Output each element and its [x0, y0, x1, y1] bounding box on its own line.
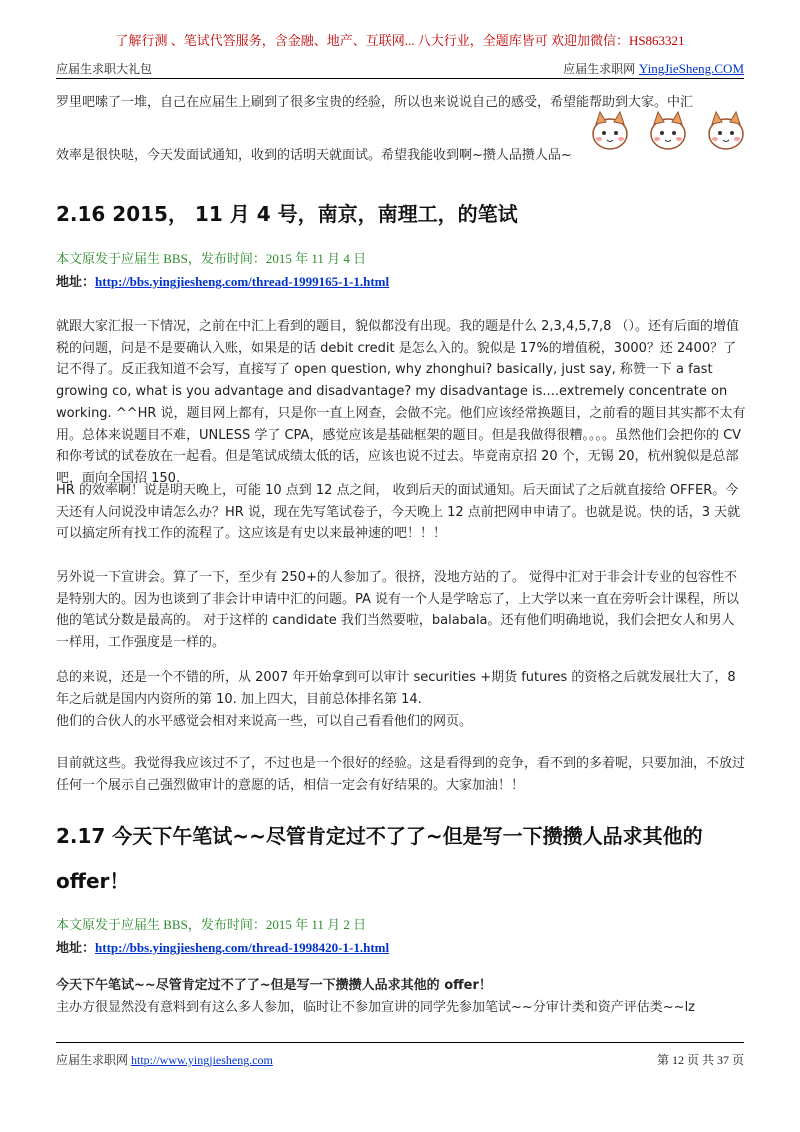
intro-line-2: 效率是很快哒，今天发面试通知，收到的话明天就面试。希望我能收到啊~攒人品攒人品~: [56, 148, 572, 163]
section-2-16-address: [56, 271, 389, 290]
section-2-16-title: 2.16 2015， 11 月 4 号，南京，南理工，的笔试: [56, 202, 518, 226]
footer-site-label: 应届生求职网: [56, 1053, 129, 1067]
intro-line-1: 罗里吧嗦了一堆，自己在应届生上刷到了很多宝贵的经验，所以也来说说自己的感受，希望能帮助到大家。中汇: [56, 95, 694, 110]
section-2-16-para-6: 目前就这些。我觉得我应该过不了，不过也是一个很好的经验。这是看得到的竞争，看不到的多着呢，只要加油，不放过任何一个展示自己强烈做审计的意愿的话，相信一定会有好结果的。大家加油！！: [56, 756, 746, 793]
header-site: [563, 60, 744, 77]
footer-site: [56, 1051, 273, 1068]
section-2-16-para-2: HR 的效率啊！说是明天晚上，可能 10 点到 12 点之间， 收到后天的面试通知。后天面试了之后就直接给 OFFER。今天还有人问说没申请怎么办？HR 说，现在先写笔试卷子，今天晚上 12 点前把网申申请了。也就是说。快的话，3 天就可以搞定所有找工作的流程了。这应该是有史以来最神速的吧！！！: [56, 483, 741, 542]
section-2-17-title: [56, 820, 756, 894]
section-2-16-para-4: 总的来说，还是一个不错的所，从 2007 年开始拿到可以审计 securities +期货 futures 的资格之后就发展壮大了，8 年之后就是国内内资所的第 10. 加上四大，目前总体排名第 14.: [56, 670, 736, 707]
thread-link[interactable]: http://bbs.yingjiesheng.com/thread-1998420-1-1.html: [95, 940, 390, 955]
header-site-link[interactable]: YingJieSheng.COM: [638, 61, 744, 76]
footer-divider: [56, 1042, 744, 1043]
emoticon-face-icon: [586, 106, 756, 154]
header-site-label: 应届生求职网: [563, 62, 636, 76]
page-number: 第 12 页 共 37 页: [656, 1053, 744, 1067]
header-divider: [56, 78, 744, 79]
section-2-17-meta: 本文原发于应届生 BBS，发布时间：2015 年 11 月 2 日: [56, 917, 367, 932]
section-2-16-para-3: 另外说一下宣讲会。算了一下，至少有 250+的人参加了。很挤，没地方站的了。 觉得中汇对于非会计专业的包容性不是特别大的。因为也谈到了非会计申请中汇的问题。PA 说有一个人是学啥忘了，上大学以来一直在旁听会计课程，所以他的笔试分数是最高的。 对于这样的 candidate 我们当然要啦，balabala。还有他们明确地说，我们会把女人和男人一样用，工作强度是一样的。: [56, 570, 740, 651]
section-2-17-title-line-1: 2.17 今天下午笔试~~尽管肯定过不了了~但是写一下攒攒人品求其他的: [56, 824, 703, 848]
section-2-17-title-line-2: offer！: [56, 869, 130, 893]
section-2-16-para-1: 就跟大家汇报一下情况，之前在中汇上看到的题目，貌似都没有出现。我的题是什么 2,3,4,5,7,8 （）。还有后面的增值税的问题，问是不是要确认入账，如果是的话 debit credit 是怎么入的。貌似是 17%的增值税，3000？还 2400？了记不得了。反正我知道不会写，直接写了 open question, why zhonghui? basically, just say, 称赞一下 a fast growing co, what is you advantage and disadvantage? my disadvantage is....extremely concentrate on working. ^^HR 说，题目网上都有，只是你一直上网查，会做不完。他们应该经常换题目，之前看的题目其实都不太有用。总体来说题目不难，UNLESS 学了 CPA，感觉应该是基础框架的题目。但是我做得很糟。。。。虽然他们会把你的 CV 和你考试的试卷放在一起看。但是笔试成绩太低的话，应该也说不过去。毕竟南京招 20 个，无锡 20，杭州貌似是总部吧，面向全国招 150.: [56, 319, 746, 486]
section-2-16-para-5: 他们的合伙人的水平感觉会相对来说高一些，可以自己看看他们的网页。: [56, 714, 473, 729]
thread-link[interactable]: http://bbs.yingjiesheng.com/thread-1999165-1-1.html: [95, 274, 390, 289]
section-2-17-bold-line: 今天下午笔试~~尽管肯定过不了了~但是写一下攒攒人品求其他的 offer！: [56, 978, 492, 993]
section-2-17-address: [56, 937, 389, 956]
section-2-17-line: 主办方很显然没有意料到有这么多人参加，临时让不参加宣讲的同学先参加笔试~~分审计类和资产评估类~~lz: [56, 1000, 696, 1015]
promo-banner: 了解行测 、笔试代答服务，含金融、地产、互联网... 八大行业，全题库皆可 欢迎加微信：HS863321: [115, 33, 685, 48]
header-title: 应届生求职大礼包: [56, 62, 153, 76]
section-2-16-meta: 本文原发于应届生 BBS，发布时间：2015 年 11 月 4 日: [56, 251, 367, 266]
footer-site-link[interactable]: http://www.yingjiesheng.com: [131, 1053, 273, 1067]
address-label: 地址：: [56, 274, 96, 289]
emoticon-group: [586, 106, 756, 154]
address-label: 地址：: [56, 940, 96, 955]
